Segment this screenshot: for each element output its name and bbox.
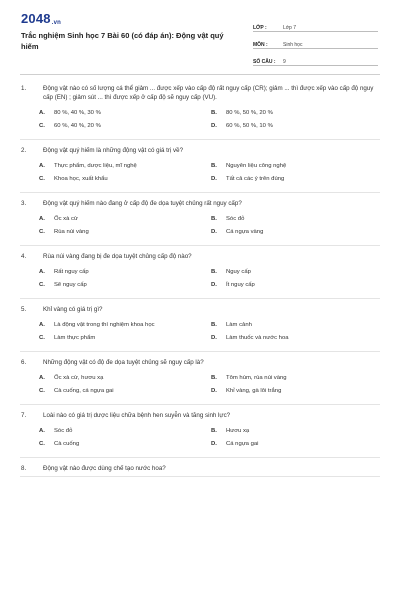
question-line [20,84,380,102]
option-text: Thực phẩm, dược liệu, mĩ nghệ [54,163,137,169]
info-label: MÔN : [253,42,268,48]
answer-options [20,268,380,290]
answer-option[interactable] [20,268,192,277]
question-line [20,411,380,420]
answer-options [20,109,380,131]
question-text: Loài nào có giá trị dược liệu chữa bệnh hen suyễn và tăng sinh lực? [43,412,231,419]
answer-option[interactable] [192,162,364,171]
option-text: Nguyên liệu công nghệ [226,163,287,169]
question-item [20,78,380,140]
option-letter: B. [211,375,217,381]
answer-option[interactable] [192,321,364,330]
answer-option[interactable] [20,321,192,330]
option-letter: C. [39,335,45,341]
option-letter: B. [211,216,217,222]
answer-option[interactable] [20,109,192,118]
question-number: 6. [21,359,27,366]
option-text: Tất cả các ý trên đúng [226,176,285,182]
question-line [20,146,380,155]
question-number: 3. [21,200,27,207]
question-number: 1. [21,85,27,92]
quiz-info [253,15,378,66]
question-line [20,464,380,473]
option-letter: D. [211,229,217,235]
option-text: 60 %, 40 %, 20 % [54,123,101,129]
question-item [20,405,380,458]
question-number: 4. [21,253,27,260]
option-letter: A. [39,110,45,116]
question-line [20,252,380,261]
option-letter: C. [39,388,45,394]
option-letter: D. [211,123,217,129]
answer-option[interactable] [20,427,192,436]
option-letter: D. [211,282,217,288]
question-text: Động vật nào có số lượng cá thể giảm ... được xếp vào cấp độ rất nguy cấp (CR); giảm ... thì được xếp vào cấp độ nguy cấp (EN) ; giảm sút ... thì được xếp ở cấp độ sẽ nguy cấp (VU). [43,85,374,101]
answer-option[interactable] [192,374,364,383]
option-text: Tôm hùm, rùa núi vàng [226,375,287,381]
answer-option[interactable] [192,387,364,396]
option-letter: A. [39,322,45,328]
option-text: Hươu xạ [226,428,250,434]
answer-option[interactable] [192,122,364,131]
question-text: Động vật quý hiếm nào đang ở cấp độ đe dọa tuyệt chủng rất nguy cấp? [43,200,242,207]
question-item [20,246,380,299]
question-line [20,358,380,367]
answer-option[interactable] [192,268,364,277]
answer-option[interactable] [20,122,192,131]
option-letter: C. [39,229,45,235]
option-text: Nguy cấp [226,269,251,275]
answer-options [20,427,380,449]
answer-option[interactable] [192,228,364,237]
option-letter: A. [39,163,45,169]
answer-option[interactable] [192,175,364,184]
question-line [20,199,380,208]
option-letter: C. [39,441,45,447]
option-text: Cá ngựa gai [226,441,259,447]
option-text: Rùa núi vàng [54,229,89,235]
option-text: Ốc xà cừ [54,216,78,222]
option-text: Khỉ vàng, gà lôi trắng [226,388,282,394]
option-letter: B. [211,110,217,116]
option-text: 60 %, 50 %, 10 % [226,123,273,129]
question-text: Động vật quý hiếm là những động vật có giá trị về? [43,147,184,154]
answer-option[interactable] [20,162,192,171]
info-value: Lớp 7 [283,25,297,31]
question-item [20,140,380,193]
info-row [253,15,378,32]
answer-option[interactable] [20,281,192,290]
info-label: LỚP : [253,25,267,31]
info-value: 9 [283,59,286,65]
option-text: Làm thực phẩm [54,335,96,341]
question-item [20,299,380,352]
answer-option[interactable] [192,334,364,343]
answer-options [20,162,380,184]
answer-option[interactable] [192,281,364,290]
site-logo[interactable]: 2048.vn [21,11,62,26]
answer-option[interactable] [192,427,364,436]
page-header [0,0,400,72]
answer-option[interactable] [192,109,364,118]
question-item [20,458,380,477]
answer-option[interactable] [20,334,192,343]
option-text: Làm thuốc và nước hoa [226,335,289,341]
question-text: Khỉ vàng có giá trị gì? [43,306,103,313]
question-list [20,78,380,477]
answer-options [20,215,380,237]
question-item [20,352,380,405]
question-number: 2. [21,147,27,154]
option-letter: B. [211,322,217,328]
question-text: Động vật nào được dùng chế tạo nước hoa? [43,465,166,472]
answer-option[interactable] [20,175,192,184]
option-text: 80 %, 50 %, 20 % [226,110,273,116]
quiz-title: Trắc nghiệm Sinh học 7 Bài 60 (có đáp án): Động vật quý hiếm [21,31,224,51]
answer-option[interactable] [192,440,364,449]
option-letter: A. [39,375,45,381]
question-line [20,305,380,314]
info-value: Sinh học [283,42,303,48]
header-divider [20,74,380,75]
option-text: Sẽ nguy cấp [54,282,87,288]
question-number: 7. [21,412,27,419]
answer-option[interactable] [20,228,192,237]
info-row [253,49,378,66]
answer-option[interactable] [20,387,192,396]
question-number: 5. [21,306,27,313]
option-letter: A. [39,269,45,275]
option-text: Cá ngựa vàng [226,229,264,235]
question-text: Những động vật có độ đe dọa tuyệt chủng sẽ nguy cấp là? [43,359,204,366]
option-text: Ốc xà cừ, hươu xạ [54,375,104,381]
answer-options [20,374,380,396]
question-text: Rùa núi vàng đang bị đe dọa tuyệt chủng cấp độ nào? [43,253,192,260]
info-row [253,32,378,49]
answer-option[interactable] [20,440,192,449]
answer-option[interactable] [192,215,364,224]
option-letter: C. [39,176,45,182]
option-letter: D. [211,441,217,447]
answer-option[interactable] [20,374,192,383]
option-letter: B. [211,428,217,434]
answer-options [20,321,380,343]
option-text: Cà cuống, cá ngựa gai [54,388,114,394]
option-letter: D. [211,335,217,341]
option-letter: C. [39,282,45,288]
option-text: Cà cuống [54,441,80,447]
option-letter: D. [211,176,217,182]
option-text: Làm cảnh [226,322,252,328]
info-label: SỐ CÂU : [253,59,276,65]
option-text: Là động vật trong thí nghiệm khoa học [54,322,155,328]
option-letter: B. [211,269,217,275]
option-text: Rất nguy cấp [54,269,89,275]
option-text: Sóc đỏ [226,216,245,222]
question-item [20,193,380,246]
option-text: Khoa học, xuất khẩu [54,176,108,182]
option-text: Sóc đỏ [54,428,73,434]
option-text: Ít nguy cấp [226,282,255,288]
question-number: 8. [21,465,27,472]
option-letter: A. [39,216,45,222]
option-text: 80 %, 40 %, 30 % [54,110,101,116]
option-letter: A. [39,428,45,434]
option-letter: B. [211,163,217,169]
option-letter: D. [211,388,217,394]
answer-option[interactable] [20,215,192,224]
option-letter: C. [39,123,45,129]
